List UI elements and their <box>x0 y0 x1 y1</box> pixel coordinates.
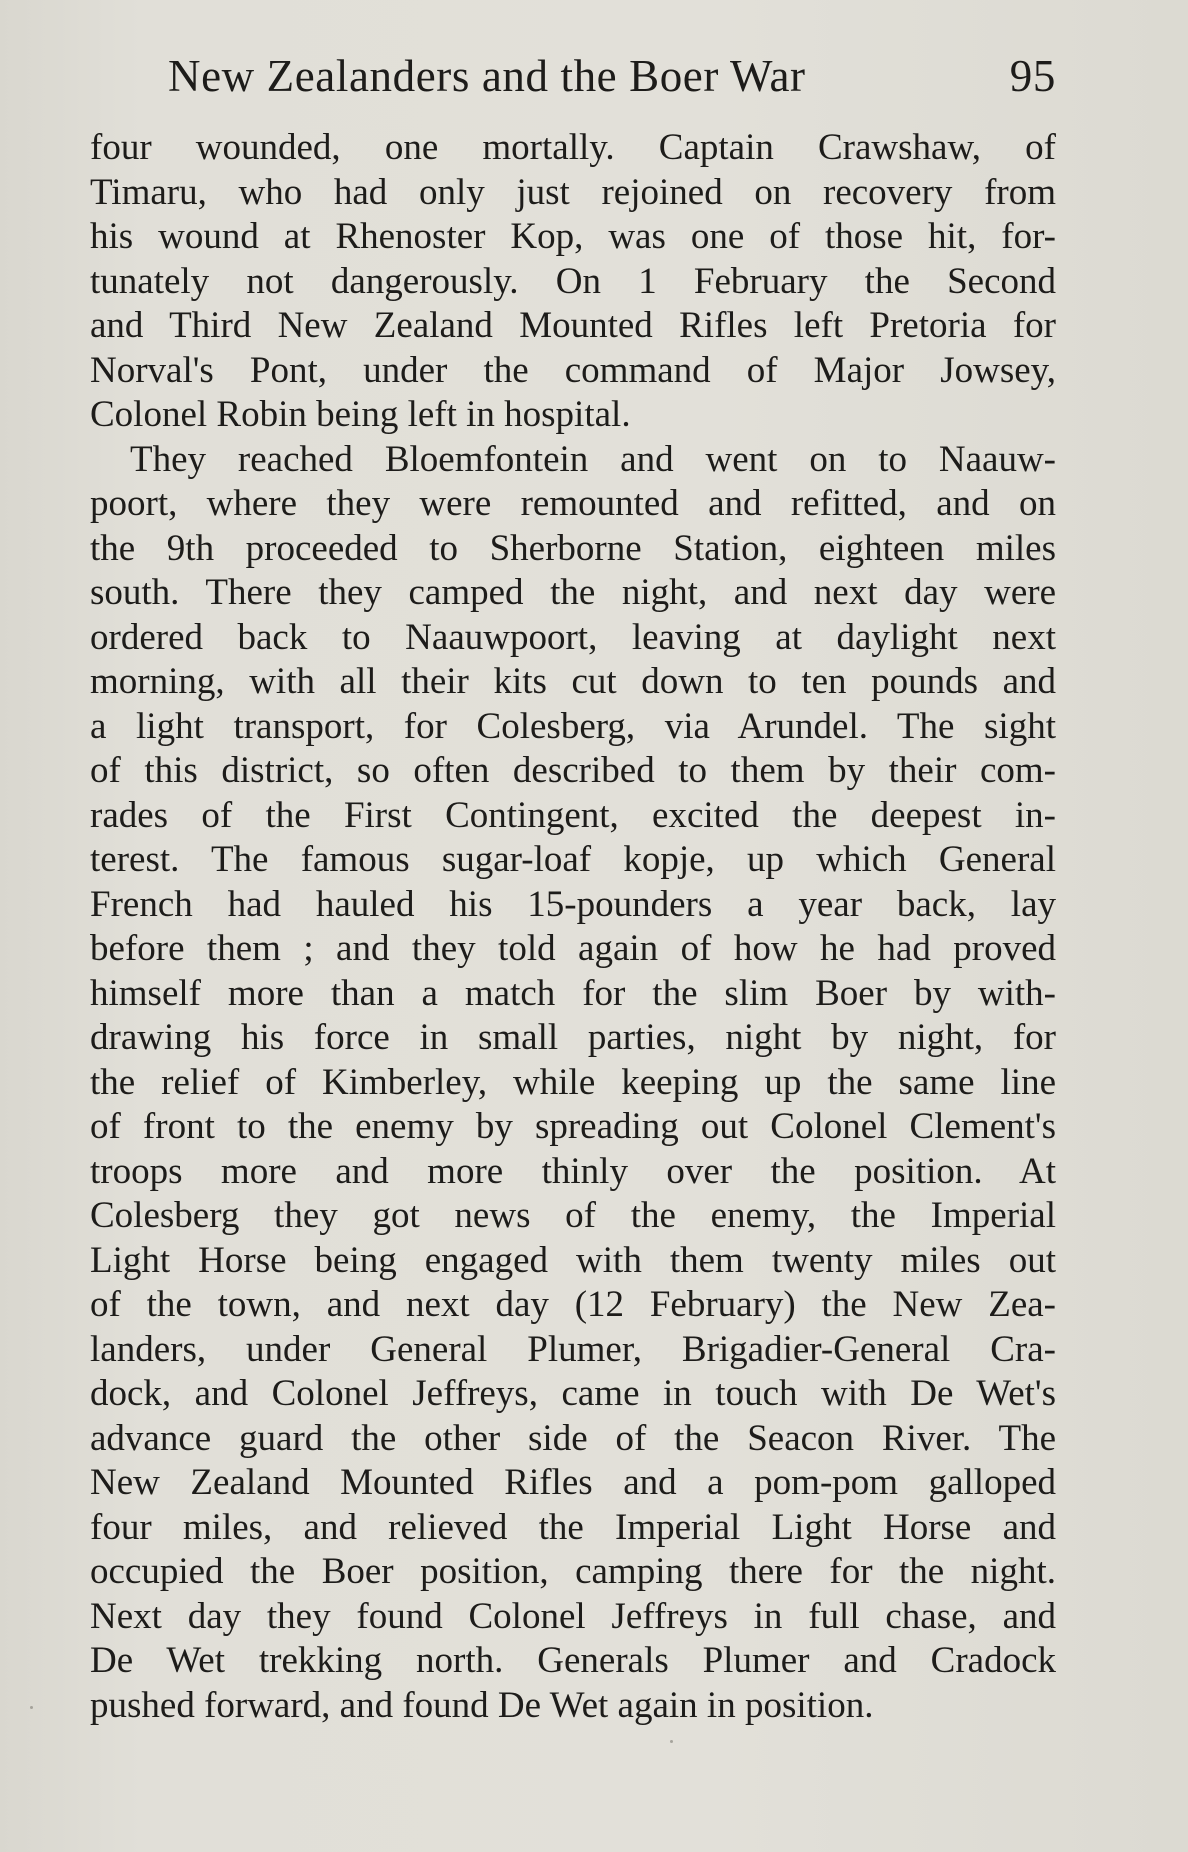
text-line: Colesberg they got news of the enemy, the Imperial <box>90 1195 1056 1236</box>
text-line: of this district, so often described to them by their com- <box>90 750 1056 791</box>
text-line: four wounded, one mortally. Captain Crawshaw, of <box>90 127 1056 168</box>
text-line: dock, and Colonel Jeffreys, came in touch with De Wet's <box>90 1373 1056 1414</box>
text-line: Light Horse being engaged with them twenty miles out <box>90 1239 1056 1281</box>
text-line: morning, with all their kits cut down to ten pounds and <box>90 661 1056 702</box>
text-line: Timaru, who had only just rejoined on recovery from <box>90 171 1056 213</box>
text-line: four miles, and relieved the Imperial Light Horse and <box>90 1506 1056 1548</box>
text-line: occupied the Boer position, camping there for the night. <box>90 1551 1056 1592</box>
text-line: himself more than a match for the slim Boer by with- <box>90 972 1056 1014</box>
text-line: landers, under General Plumer, Brigadier-General Cra- <box>90 1328 1056 1370</box>
text-line: Next day they found Colonel Jeffreys in full chase, and <box>90 1595 1056 1637</box>
text-line: poort, where they were remounted and refitted, and on <box>90 483 1056 524</box>
text-line: south. There they camped the night, and next day were <box>90 572 1056 613</box>
text-line: New Zealand Mounted Rifles and a pom-pom galloped <box>90 1462 1056 1503</box>
running-head <box>168 46 1056 106</box>
text-line: Colonel Robin being left in hospital. <box>90 394 631 435</box>
text-line: rades of the First Contingent, excited the deepest in- <box>90 794 1056 836</box>
text-line: and Third New Zealand Mounted Rifles left Pretoria for <box>90 305 1056 346</box>
text-line: tunately not dangerously. On 1 February the Second <box>90 260 1056 302</box>
paper-speck <box>30 1706 33 1709</box>
text-line: troops more and more thinly over the position. At <box>90 1150 1056 1192</box>
text-line: They reached Bloemfontein and went on to Naauw- <box>130 438 1056 480</box>
running-title: New Zealanders and the Boer War <box>168 51 806 101</box>
text-line: before them ; and they told again of how he had proved <box>90 928 1056 969</box>
paper-speck <box>670 1740 673 1743</box>
paragraph <box>90 126 1056 438</box>
text-line: ordered back to Naauwpoort, leaving at daylight next <box>90 616 1056 658</box>
text-line: a light transport, for Colesberg, via Arundel. The sight <box>90 705 1056 747</box>
text-line: De Wet trekking north. Generals Plumer and Cradock <box>90 1640 1056 1681</box>
text-line: his wound at Rhenoster Kop, was one of those hit, for- <box>90 216 1056 257</box>
page-number: 95 <box>1009 51 1056 101</box>
text-line: the relief of Kimberley, while keeping up the same line <box>90 1061 1056 1103</box>
paragraph <box>90 438 1056 1729</box>
text-line: pushed forward, and found De Wet again in position. <box>90 1684 874 1726</box>
text-line: French had hauled his 15-pounders a year back, lay <box>90 883 1056 925</box>
text-line: the 9th proceeded to Sherborne Station, eighteen miles <box>90 527 1056 569</box>
text-line: of the town, and next day (12 February) the New Zea- <box>90 1284 1056 1325</box>
text-line: terest. The famous sugar-loaf kopje, up which General <box>90 839 1056 880</box>
text-line: of front to the enemy by spreading out Colonel Clement's <box>90 1106 1056 1147</box>
text-line: advance guard the other side of the Seacon River. The <box>90 1417 1056 1459</box>
text-line: drawing his force in small parties, night by night, for <box>90 1017 1056 1058</box>
text-line: Norval's Pont, under the command of Major Jowsey, <box>90 349 1056 391</box>
body-text <box>90 126 1056 1728</box>
